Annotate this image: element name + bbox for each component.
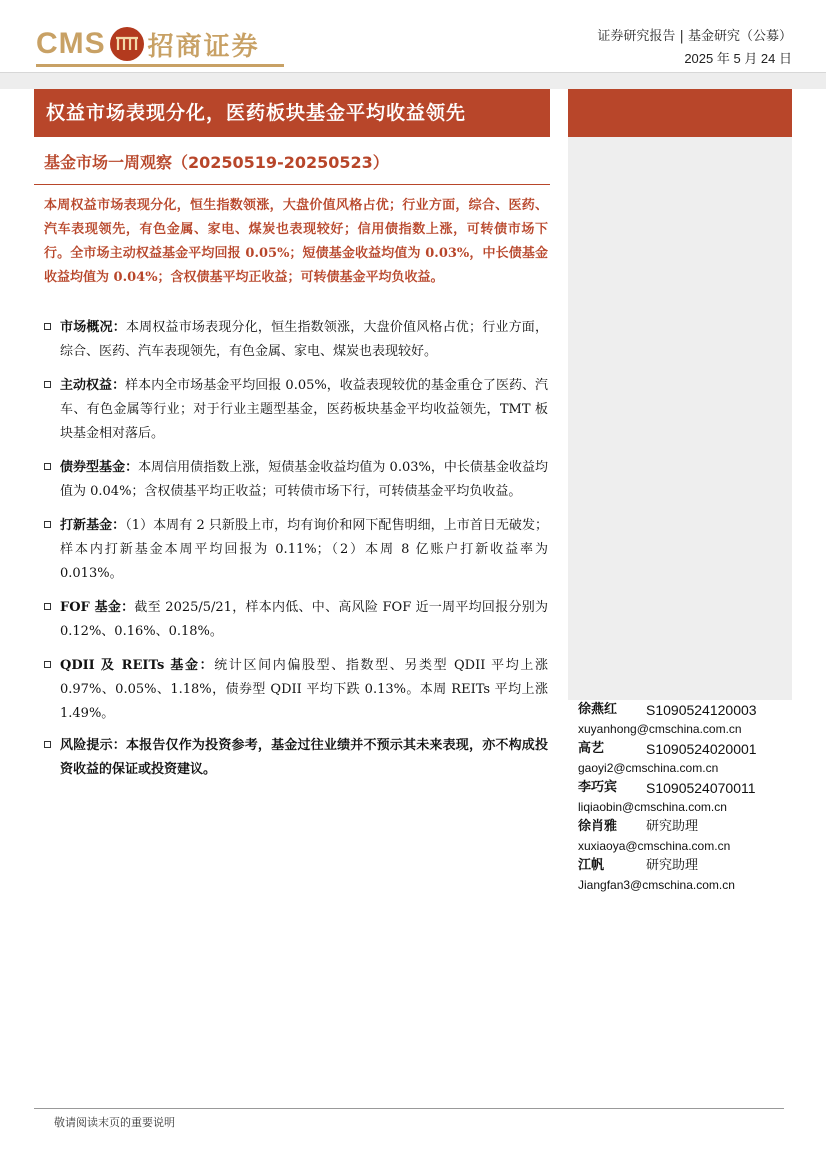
subtitle-divider [34, 184, 550, 185]
risk-warning [44, 734, 548, 792]
analyst-name: 江帆 [578, 858, 605, 873]
report-date: 2025 年 5 月 24 日 [684, 51, 792, 66]
analyst-list [578, 700, 792, 895]
bullet-text: 统计区间内偏股型、指数型、另类型 QDII 平均上涨 0.97%、0.05%、1.18%，债券型 QDII 平均下跌 0.13%。本周 REITs 平均上涨 1.49%。 [60, 658, 548, 721]
sidebar-header-bar [568, 89, 792, 137]
bullet-label: FOF 基金： [60, 600, 135, 615]
analyst-email[interactable]: liqiaobin@cmschina.com.cn [578, 800, 727, 814]
list-item [44, 514, 548, 586]
logo-underline [36, 64, 284, 67]
report-title: 权益市场表现分化，医药板块基金平均收益领先 [34, 89, 550, 137]
footer-divider [34, 1108, 784, 1109]
bullet-square-icon [44, 323, 51, 330]
analyst-license: S1090524070011 [646, 780, 756, 796]
analyst-email[interactable]: xuyanhong@cmschina.com.cn [578, 722, 742, 736]
bullet-square-icon [44, 381, 51, 388]
bullet-square-icon [44, 661, 51, 668]
summary-paragraph: 本周权益市场表现分化，恒生指数领涨，大盘价值风格占优；行业方面，综合、医药、汽车表现领先，有色金属、家电、煤炭也表现较好；信用债指数上涨，可转债市场下行。全市场主动权益基金平均回报 0.05%；短债基金收益均值为 0.03%，中长债基金收益均值为 0.04%；含权债基平均正收益；可转债基金平均负收益。 [44, 198, 548, 285]
analyst-name: 高艺 [578, 741, 605, 756]
bullet-square-icon [44, 463, 51, 470]
list-item [44, 316, 548, 364]
analyst-email[interactable]: gaoyi2@cmschina.com.cn [578, 761, 719, 775]
report-subtitle: 基金市场一周观察（20250519-20250523） [44, 153, 389, 172]
analyst-role: 研究助理 [646, 819, 699, 834]
bullet-label: QDII 及 REITs 基金： [60, 658, 215, 673]
list-item [44, 596, 548, 644]
list-item [44, 654, 548, 726]
sidebar-panel [568, 137, 792, 700]
analyst-role: 研究助理 [646, 858, 699, 873]
analyst-name: 徐肖雅 [578, 819, 618, 834]
analyst-row [578, 700, 792, 720]
bullet-label: 打新基金： [60, 518, 126, 533]
analyst-email[interactable]: xuxiaoya@cmschina.com.cn [578, 839, 731, 853]
list-item [44, 456, 548, 504]
analyst-name: 徐燕红 [578, 702, 618, 717]
analyst-email[interactable]: Jiangfan3@cmschina.com.cn [578, 878, 735, 892]
bullet-text: 截至 2025/5/21，样本内低、中、高风险 FOF 近一周平均回报分别为 0.12%、0.16%、0.18%。 [60, 600, 548, 639]
key-points-list [44, 316, 548, 736]
footer-note: 敬请阅读末页的重要说明 [54, 1116, 175, 1129]
logo-latin: CMS [36, 27, 106, 60]
analyst-license: S1090524120003 [646, 702, 757, 718]
bullet-square-icon [44, 603, 51, 610]
bullet-text: 本周权益市场表现分化，恒生指数领涨，大盘价值风格占优；行业方面，综合、医药、汽车表现领先，有色金属、家电、煤炭也表现较好。 [60, 320, 548, 359]
header-meta [597, 26, 792, 70]
bullet-label: 主动权益： [60, 378, 126, 393]
list-item [44, 734, 548, 782]
logo-chinese: 招商证券 [147, 31, 260, 62]
analyst-name: 李巧宾 [578, 780, 618, 795]
company-logo [36, 24, 260, 64]
bullet-square-icon [44, 741, 51, 748]
analyst-license: S1090524020001 [646, 741, 757, 757]
analyst-row [578, 739, 792, 759]
bullet-text: （1）本周有 2 只新股上市，均有询价和网下配售明细，上市首日无破发；样本内打新基金本周平均回报为 0.11%；（2）本周 8 亿账户打新收益率为 0.013%。 [60, 518, 548, 581]
bullet-text: 本周信用债指数上涨，短债基金收益均值为 0.03%，中长债基金收益均值为 0.04%；含权债基平均正收益；可转债市场下行，可转债基金平均负收益。 [60, 460, 548, 499]
risk-text: 本报告仅作为投资参考，基金过往业绩并不预示其未来表现，亦不构成投资收益的保证或投资建议。 [60, 738, 548, 777]
bullet-square-icon [44, 521, 51, 528]
bullet-label: 市场概况： [60, 320, 126, 335]
bullet-text: 样本内全市场基金平均回报 0.05%，收益表现较优的基金重仓了医药、汽车、有色金属等行业；对于行业主题型基金，医药板块基金平均收益领先，TMT 板块基金相对落后。 [60, 378, 548, 441]
header-band [0, 73, 826, 89]
analyst-row [578, 778, 792, 798]
risk-label: 风险提示： [60, 738, 126, 753]
list-item [44, 374, 548, 446]
analyst-row [578, 856, 792, 876]
report-type: 证券研究报告 | 基金研究（公募） [597, 29, 792, 44]
logo-seal-icon [110, 27, 144, 61]
analyst-row [578, 817, 792, 837]
bullet-label: 债券型基金： [60, 460, 139, 475]
